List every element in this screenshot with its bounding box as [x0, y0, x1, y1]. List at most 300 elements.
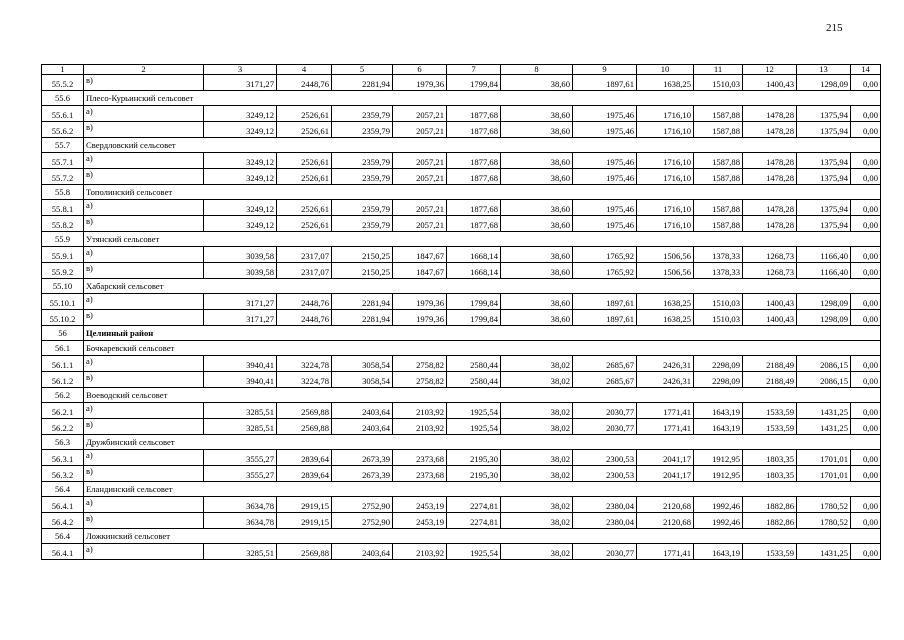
value-cell: 2526,61: [277, 169, 332, 185]
value-cell: 2086,15: [797, 356, 851, 372]
value-cell: 1400,43: [743, 310, 797, 326]
column-header: 1: [42, 65, 84, 75]
column-header: 5: [332, 65, 393, 75]
value-cell: 2526,61: [277, 216, 332, 232]
value-cell: 1877,68: [447, 153, 501, 169]
row-code: 56.1.2: [42, 372, 84, 388]
section-row: [42, 529, 881, 544]
value-cell: 1587,88: [694, 106, 743, 122]
value-cell: 0,00: [851, 544, 881, 560]
value-cell: 1771,41: [637, 544, 694, 560]
section-row: [42, 435, 881, 450]
value-cell: 1877,68: [447, 216, 501, 232]
row-code: 55.9.2: [42, 263, 84, 279]
section-row: [42, 185, 881, 200]
row-label: в): [84, 169, 204, 185]
value-cell: 1925,54: [447, 403, 501, 419]
column-header: 12: [743, 65, 797, 75]
value-cell: 2526,61: [277, 153, 332, 169]
value-cell: 3940,41: [204, 356, 277, 372]
value-cell: 1643,19: [694, 403, 743, 419]
value-cell: 1638,25: [637, 310, 694, 326]
column-header: 11: [694, 65, 743, 75]
value-cell: 1375,94: [797, 216, 851, 232]
value-cell: 1992,46: [694, 513, 743, 529]
table-row: [42, 153, 881, 169]
row-code: 56.1.1: [42, 356, 84, 372]
row-code: 55.8: [42, 185, 84, 200]
value-cell: 1431,25: [797, 544, 851, 560]
table-row: [42, 200, 881, 216]
row-code: 56.4: [42, 529, 84, 544]
value-cell: 2298,09: [694, 356, 743, 372]
value-cell: 3555,27: [204, 450, 277, 466]
value-cell: 0,00: [851, 263, 881, 279]
row-code: 56.3.2: [42, 466, 84, 482]
value-cell: 0,00: [851, 356, 881, 372]
value-cell: 1378,33: [694, 247, 743, 263]
value-cell: 1992,46: [694, 497, 743, 513]
value-cell: 2752,90: [332, 513, 393, 529]
row-code: 55.10.1: [42, 294, 84, 310]
table-row: [42, 263, 881, 279]
value-cell: 2188,49: [743, 356, 797, 372]
value-cell: 2526,61: [277, 200, 332, 216]
value-cell: 1979,36: [393, 294, 447, 310]
value-cell: 1799,84: [447, 75, 501, 91]
table-row: [42, 450, 881, 466]
value-cell: 2373,68: [393, 450, 447, 466]
value-cell: 3224,78: [277, 356, 332, 372]
column-header: 3: [204, 65, 277, 75]
value-cell: 2057,21: [393, 153, 447, 169]
value-cell: 2150,25: [332, 247, 393, 263]
row-code: 55.8.2: [42, 216, 84, 232]
value-cell: 1668,14: [447, 247, 501, 263]
value-cell: 2403,64: [332, 403, 393, 419]
value-cell: 38,60: [501, 216, 573, 232]
value-cell: 1166,40: [797, 247, 851, 263]
row-code: 56.3: [42, 435, 84, 450]
value-cell: 38,60: [501, 200, 573, 216]
value-cell: 0,00: [851, 466, 881, 482]
value-cell: 2448,76: [277, 294, 332, 310]
value-cell: 38,02: [501, 403, 573, 419]
value-cell: 2448,76: [277, 310, 332, 326]
value-cell: 1701,01: [797, 466, 851, 482]
value-cell: 2426,31: [637, 372, 694, 388]
row-code: 56.4.1: [42, 544, 84, 560]
section-row: [42, 388, 881, 403]
value-cell: 2839,64: [277, 450, 332, 466]
value-cell: 1780,52: [797, 513, 851, 529]
row-label: а): [84, 544, 204, 560]
value-cell: 1478,28: [743, 106, 797, 122]
value-cell: 1533,59: [743, 403, 797, 419]
value-cell: 2150,25: [332, 263, 393, 279]
value-cell: 2752,90: [332, 497, 393, 513]
value-cell: 1506,56: [637, 263, 694, 279]
value-cell: 1478,28: [743, 200, 797, 216]
section-title: Целинный район: [84, 326, 881, 341]
table-row: [42, 75, 881, 91]
value-cell: 1897,61: [573, 75, 637, 91]
value-cell: 1533,59: [743, 544, 797, 560]
value-cell: 2403,64: [332, 544, 393, 560]
value-cell: 1166,40: [797, 263, 851, 279]
column-header: 14: [851, 65, 881, 75]
value-cell: 1587,88: [694, 200, 743, 216]
section-title: Тополинский сельсовет: [84, 185, 881, 200]
table-row: [42, 169, 881, 185]
value-cell: 2041,17: [637, 450, 694, 466]
value-cell: 38,60: [501, 169, 573, 185]
value-cell: 2673,39: [332, 466, 393, 482]
column-header: 9: [573, 65, 637, 75]
value-cell: 1877,68: [447, 169, 501, 185]
row-label: в): [84, 310, 204, 326]
row-label: а): [84, 497, 204, 513]
section-row: [42, 482, 881, 497]
value-cell: 1882,86: [743, 497, 797, 513]
row-label: в): [84, 216, 204, 232]
table-row: [42, 544, 881, 560]
value-cell: 1375,94: [797, 122, 851, 138]
row-label: а): [84, 356, 204, 372]
table-row: [42, 466, 881, 482]
value-cell: 2758,82: [393, 356, 447, 372]
value-cell: 3249,12: [204, 216, 277, 232]
row-label: в): [84, 263, 204, 279]
value-cell: 3555,27: [204, 466, 277, 482]
value-cell: 2195,30: [447, 466, 501, 482]
row-code: 55.10.2: [42, 310, 84, 326]
row-label: в): [84, 419, 204, 435]
value-cell: 1716,10: [637, 122, 694, 138]
section-title: Бочкаревский сельсовет: [84, 341, 881, 356]
value-cell: 1400,43: [743, 75, 797, 91]
value-cell: 1643,19: [694, 544, 743, 560]
value-cell: 0,00: [851, 106, 881, 122]
value-cell: 2380,04: [573, 497, 637, 513]
value-cell: 1716,10: [637, 200, 694, 216]
value-cell: 1877,68: [447, 122, 501, 138]
value-cell: 1375,94: [797, 106, 851, 122]
value-cell: 2373,68: [393, 466, 447, 482]
value-cell: 3249,12: [204, 200, 277, 216]
row-code: 56.4: [42, 482, 84, 497]
row-label: а): [84, 247, 204, 263]
table-row: [42, 419, 881, 435]
value-cell: 1643,19: [694, 419, 743, 435]
value-cell: 1897,61: [573, 294, 637, 310]
value-cell: 2041,17: [637, 466, 694, 482]
section-row: [42, 279, 881, 294]
value-cell: 3058,54: [332, 372, 393, 388]
value-cell: 1847,67: [393, 263, 447, 279]
value-cell: 1268,73: [743, 247, 797, 263]
value-cell: 1765,92: [573, 263, 637, 279]
section-row: [42, 341, 881, 356]
value-cell: 2569,88: [277, 544, 332, 560]
row-label: в): [84, 466, 204, 482]
row-code: 55.10: [42, 279, 84, 294]
table-row: [42, 372, 881, 388]
value-cell: 38,02: [501, 419, 573, 435]
value-cell: 0,00: [851, 497, 881, 513]
value-cell: 1378,33: [694, 263, 743, 279]
value-cell: 2030,77: [573, 403, 637, 419]
value-cell: 1925,54: [447, 419, 501, 435]
value-cell: 3171,27: [204, 75, 277, 91]
value-cell: 1716,10: [637, 216, 694, 232]
row-code: 55.9.1: [42, 247, 84, 263]
value-cell: 2359,79: [332, 153, 393, 169]
section-row: [42, 326, 881, 341]
value-cell: 2359,79: [332, 200, 393, 216]
value-cell: 0,00: [851, 513, 881, 529]
value-cell: 2274,81: [447, 513, 501, 529]
value-cell: 0,00: [851, 419, 881, 435]
value-cell: 2274,81: [447, 497, 501, 513]
section-title: Еландинский сельсовет: [84, 482, 881, 497]
value-cell: 2380,04: [573, 513, 637, 529]
value-cell: 1975,46: [573, 169, 637, 185]
value-cell: 2453,19: [393, 513, 447, 529]
row-code: 56.2.2: [42, 419, 84, 435]
row-label: в): [84, 372, 204, 388]
value-cell: 2030,77: [573, 544, 637, 560]
row-label: в): [84, 75, 204, 91]
row-code: 56.4.1: [42, 497, 84, 513]
value-cell: 2403,64: [332, 419, 393, 435]
value-cell: 1877,68: [447, 200, 501, 216]
value-cell: 2526,61: [277, 106, 332, 122]
value-cell: 1975,46: [573, 153, 637, 169]
value-cell: 1638,25: [637, 294, 694, 310]
value-cell: 1510,03: [694, 294, 743, 310]
row-code: 55.6.1: [42, 106, 84, 122]
value-cell: 2057,21: [393, 216, 447, 232]
table-row: [42, 216, 881, 232]
row-code: 55.7.1: [42, 153, 84, 169]
tariff-table: [41, 64, 881, 560]
value-cell: 2317,07: [277, 247, 332, 263]
value-cell: 3171,27: [204, 310, 277, 326]
value-cell: 38,02: [501, 356, 573, 372]
value-cell: 1975,46: [573, 106, 637, 122]
row-code: 56.1: [42, 341, 84, 356]
value-cell: 2758,82: [393, 372, 447, 388]
value-cell: 0,00: [851, 169, 881, 185]
value-cell: 1478,28: [743, 216, 797, 232]
row-code: 56: [42, 326, 84, 341]
value-cell: 1799,84: [447, 294, 501, 310]
value-cell: 0,00: [851, 200, 881, 216]
value-cell: 38,02: [501, 450, 573, 466]
value-cell: 1375,94: [797, 169, 851, 185]
value-cell: 1979,36: [393, 75, 447, 91]
value-cell: 1587,88: [694, 169, 743, 185]
value-cell: 2188,49: [743, 372, 797, 388]
value-cell: 3634,78: [204, 497, 277, 513]
value-cell: 3249,12: [204, 106, 277, 122]
value-cell: 1716,10: [637, 153, 694, 169]
value-cell: 2103,92: [393, 403, 447, 419]
value-cell: 1506,56: [637, 247, 694, 263]
value-cell: 0,00: [851, 216, 881, 232]
value-cell: 1587,88: [694, 216, 743, 232]
table-row: [42, 513, 881, 529]
row-label: в): [84, 513, 204, 529]
value-cell: 1431,25: [797, 419, 851, 435]
value-cell: 38,02: [501, 372, 573, 388]
value-cell: 2086,15: [797, 372, 851, 388]
value-cell: 2919,15: [277, 497, 332, 513]
value-cell: 2919,15: [277, 513, 332, 529]
section-title: Хабарский сельсовет: [84, 279, 881, 294]
column-header: 8: [501, 65, 573, 75]
value-cell: 2281,94: [332, 75, 393, 91]
value-cell: 3171,27: [204, 294, 277, 310]
column-header: 7: [447, 65, 501, 75]
column-header: 4: [277, 65, 332, 75]
value-cell: 1478,28: [743, 169, 797, 185]
value-cell: 0,00: [851, 310, 881, 326]
value-cell: 3940,41: [204, 372, 277, 388]
value-cell: 2057,21: [393, 169, 447, 185]
value-cell: 1638,25: [637, 75, 694, 91]
value-cell: 2839,64: [277, 466, 332, 482]
table-row: [42, 122, 881, 138]
value-cell: 2281,94: [332, 294, 393, 310]
value-cell: 38,60: [501, 247, 573, 263]
value-cell: 2317,07: [277, 263, 332, 279]
value-cell: 1765,92: [573, 247, 637, 263]
value-cell: 0,00: [851, 372, 881, 388]
value-cell: 0,00: [851, 294, 881, 310]
value-cell: 0,00: [851, 122, 881, 138]
value-cell: 38,60: [501, 294, 573, 310]
table-row: [42, 497, 881, 513]
value-cell: 1799,84: [447, 310, 501, 326]
value-cell: 1780,52: [797, 497, 851, 513]
row-code: 55.8.1: [42, 200, 84, 216]
value-cell: 38,60: [501, 263, 573, 279]
value-cell: 3224,78: [277, 372, 332, 388]
value-cell: 3039,58: [204, 247, 277, 263]
value-cell: 1587,88: [694, 153, 743, 169]
section-row: [42, 91, 881, 106]
value-cell: 2195,30: [447, 450, 501, 466]
value-cell: 2057,21: [393, 122, 447, 138]
value-cell: 0,00: [851, 153, 881, 169]
value-cell: 2281,94: [332, 310, 393, 326]
value-cell: 2359,79: [332, 169, 393, 185]
value-cell: 1716,10: [637, 106, 694, 122]
value-cell: 1847,67: [393, 247, 447, 263]
value-cell: 1298,09: [797, 310, 851, 326]
table-row: [42, 403, 881, 419]
value-cell: 3249,12: [204, 153, 277, 169]
value-cell: 2453,19: [393, 497, 447, 513]
value-cell: 1912,95: [694, 450, 743, 466]
row-code: 55.6: [42, 91, 84, 106]
section-title: Свердловский сельсовет: [84, 138, 881, 153]
value-cell: 38,60: [501, 106, 573, 122]
value-cell: 1716,10: [637, 169, 694, 185]
row-code: 55.7: [42, 138, 84, 153]
row-code: 56.3.1: [42, 450, 84, 466]
value-cell: 2030,77: [573, 419, 637, 435]
value-cell: 2103,92: [393, 544, 447, 560]
row-code: 55.7.2: [42, 169, 84, 185]
value-cell: 2298,09: [694, 372, 743, 388]
value-cell: 1771,41: [637, 419, 694, 435]
value-cell: 38,60: [501, 122, 573, 138]
value-cell: 1298,09: [797, 75, 851, 91]
section-title: Дружбинский сельсовет: [84, 435, 881, 450]
value-cell: 3285,51: [204, 544, 277, 560]
section-title: Утянский сельсовет: [84, 232, 881, 247]
row-label: а): [84, 153, 204, 169]
value-cell: 2103,92: [393, 419, 447, 435]
value-cell: 1803,35: [743, 466, 797, 482]
value-cell: 2569,88: [277, 419, 332, 435]
value-cell: 2120,68: [637, 497, 694, 513]
value-cell: 2569,88: [277, 403, 332, 419]
row-label: в): [84, 122, 204, 138]
value-cell: 1701,01: [797, 450, 851, 466]
value-cell: 3249,12: [204, 122, 277, 138]
row-label: а): [84, 450, 204, 466]
row-label: а): [84, 106, 204, 122]
value-cell: 1975,46: [573, 122, 637, 138]
value-cell: 3058,54: [332, 356, 393, 372]
value-cell: 1268,73: [743, 263, 797, 279]
value-cell: 2359,79: [332, 122, 393, 138]
value-cell: 3249,12: [204, 169, 277, 185]
value-cell: 2300,53: [573, 450, 637, 466]
row-code: 56.2: [42, 388, 84, 403]
value-cell: 2359,79: [332, 106, 393, 122]
value-cell: 2580,44: [447, 356, 501, 372]
row-label: а): [84, 200, 204, 216]
column-header-row: [42, 65, 881, 75]
value-cell: 1912,95: [694, 466, 743, 482]
row-code: 55.6.2: [42, 122, 84, 138]
section-row: [42, 138, 881, 153]
row-code: 55.5.2: [42, 75, 84, 91]
value-cell: 1375,94: [797, 200, 851, 216]
value-cell: 1771,41: [637, 403, 694, 419]
value-cell: 1478,28: [743, 153, 797, 169]
value-cell: 1877,68: [447, 106, 501, 122]
row-label: а): [84, 403, 204, 419]
value-cell: 1803,35: [743, 450, 797, 466]
row-label: а): [84, 294, 204, 310]
table-row: [42, 106, 881, 122]
value-cell: 1298,09: [797, 294, 851, 310]
value-cell: 1587,88: [694, 122, 743, 138]
row-code: 55.9: [42, 232, 84, 247]
value-cell: 1375,94: [797, 153, 851, 169]
value-cell: 2673,39: [332, 450, 393, 466]
value-cell: 2057,21: [393, 200, 447, 216]
value-cell: 1478,28: [743, 122, 797, 138]
section-title: Воеводский сельсовет: [84, 388, 881, 403]
value-cell: 1533,59: [743, 419, 797, 435]
